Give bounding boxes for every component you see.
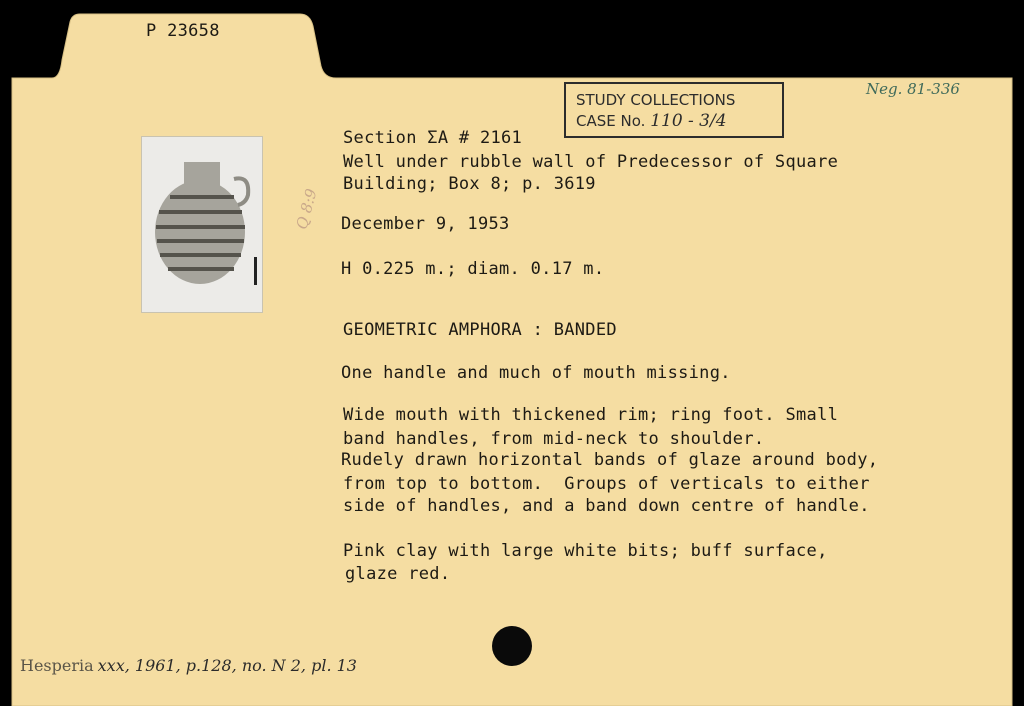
catalog-number: P 23658 xyxy=(146,21,220,41)
stamp-line2 xyxy=(576,111,782,132)
margin-note: Q 8:9 xyxy=(292,186,321,232)
condition: One handle and much of mouth missing. xyxy=(341,363,731,383)
stamp-line1: STUDY COLLECTIONS xyxy=(576,91,736,109)
dimensions: H 0.225 m.; diam. 0.17 m. xyxy=(341,259,605,279)
study-collections-stamp xyxy=(564,82,784,138)
description-line5: side of handles, and a band down centre of handle. xyxy=(343,496,870,516)
stamp-case-number: 110 - 3/4 xyxy=(650,111,727,131)
findspot-line2: Building; Box 8; p. 3619 xyxy=(343,174,596,194)
date: December 9, 1953 xyxy=(341,214,510,234)
fabric-line1: Pink clay with large white bits; buff surface, xyxy=(343,541,828,561)
neg-number: Neg. 81-336 xyxy=(866,80,960,98)
stamp-case-label: CASE No. xyxy=(576,112,646,130)
description-line4: from top to bottom. Groups of verticals to either xyxy=(343,474,870,494)
punch-hole xyxy=(492,626,532,666)
object-title: GEOMETRIC AMPHORA : BANDED xyxy=(343,320,617,340)
amphora-photo xyxy=(141,136,263,313)
reference-journal: Hesperia xyxy=(20,656,94,675)
description-line2: band handles, from mid-neck to shoulder. xyxy=(343,429,765,449)
description-line3: Rudely drawn horizontal bands of glaze around body, xyxy=(341,450,879,470)
publication-reference xyxy=(20,656,357,676)
section-line: Section ΣA # 2161 xyxy=(343,128,523,148)
fabric-line2: glaze red. xyxy=(345,564,451,584)
description-line1: Wide mouth with thickened rim; ring foot. Small xyxy=(343,405,839,425)
findspot-line1: Well under rubble wall of Predecessor of Square xyxy=(343,152,839,172)
reference-details: xxx, 1961, p.128, no. N 2, pl. 13 xyxy=(97,656,357,675)
amphora-image xyxy=(142,137,262,312)
